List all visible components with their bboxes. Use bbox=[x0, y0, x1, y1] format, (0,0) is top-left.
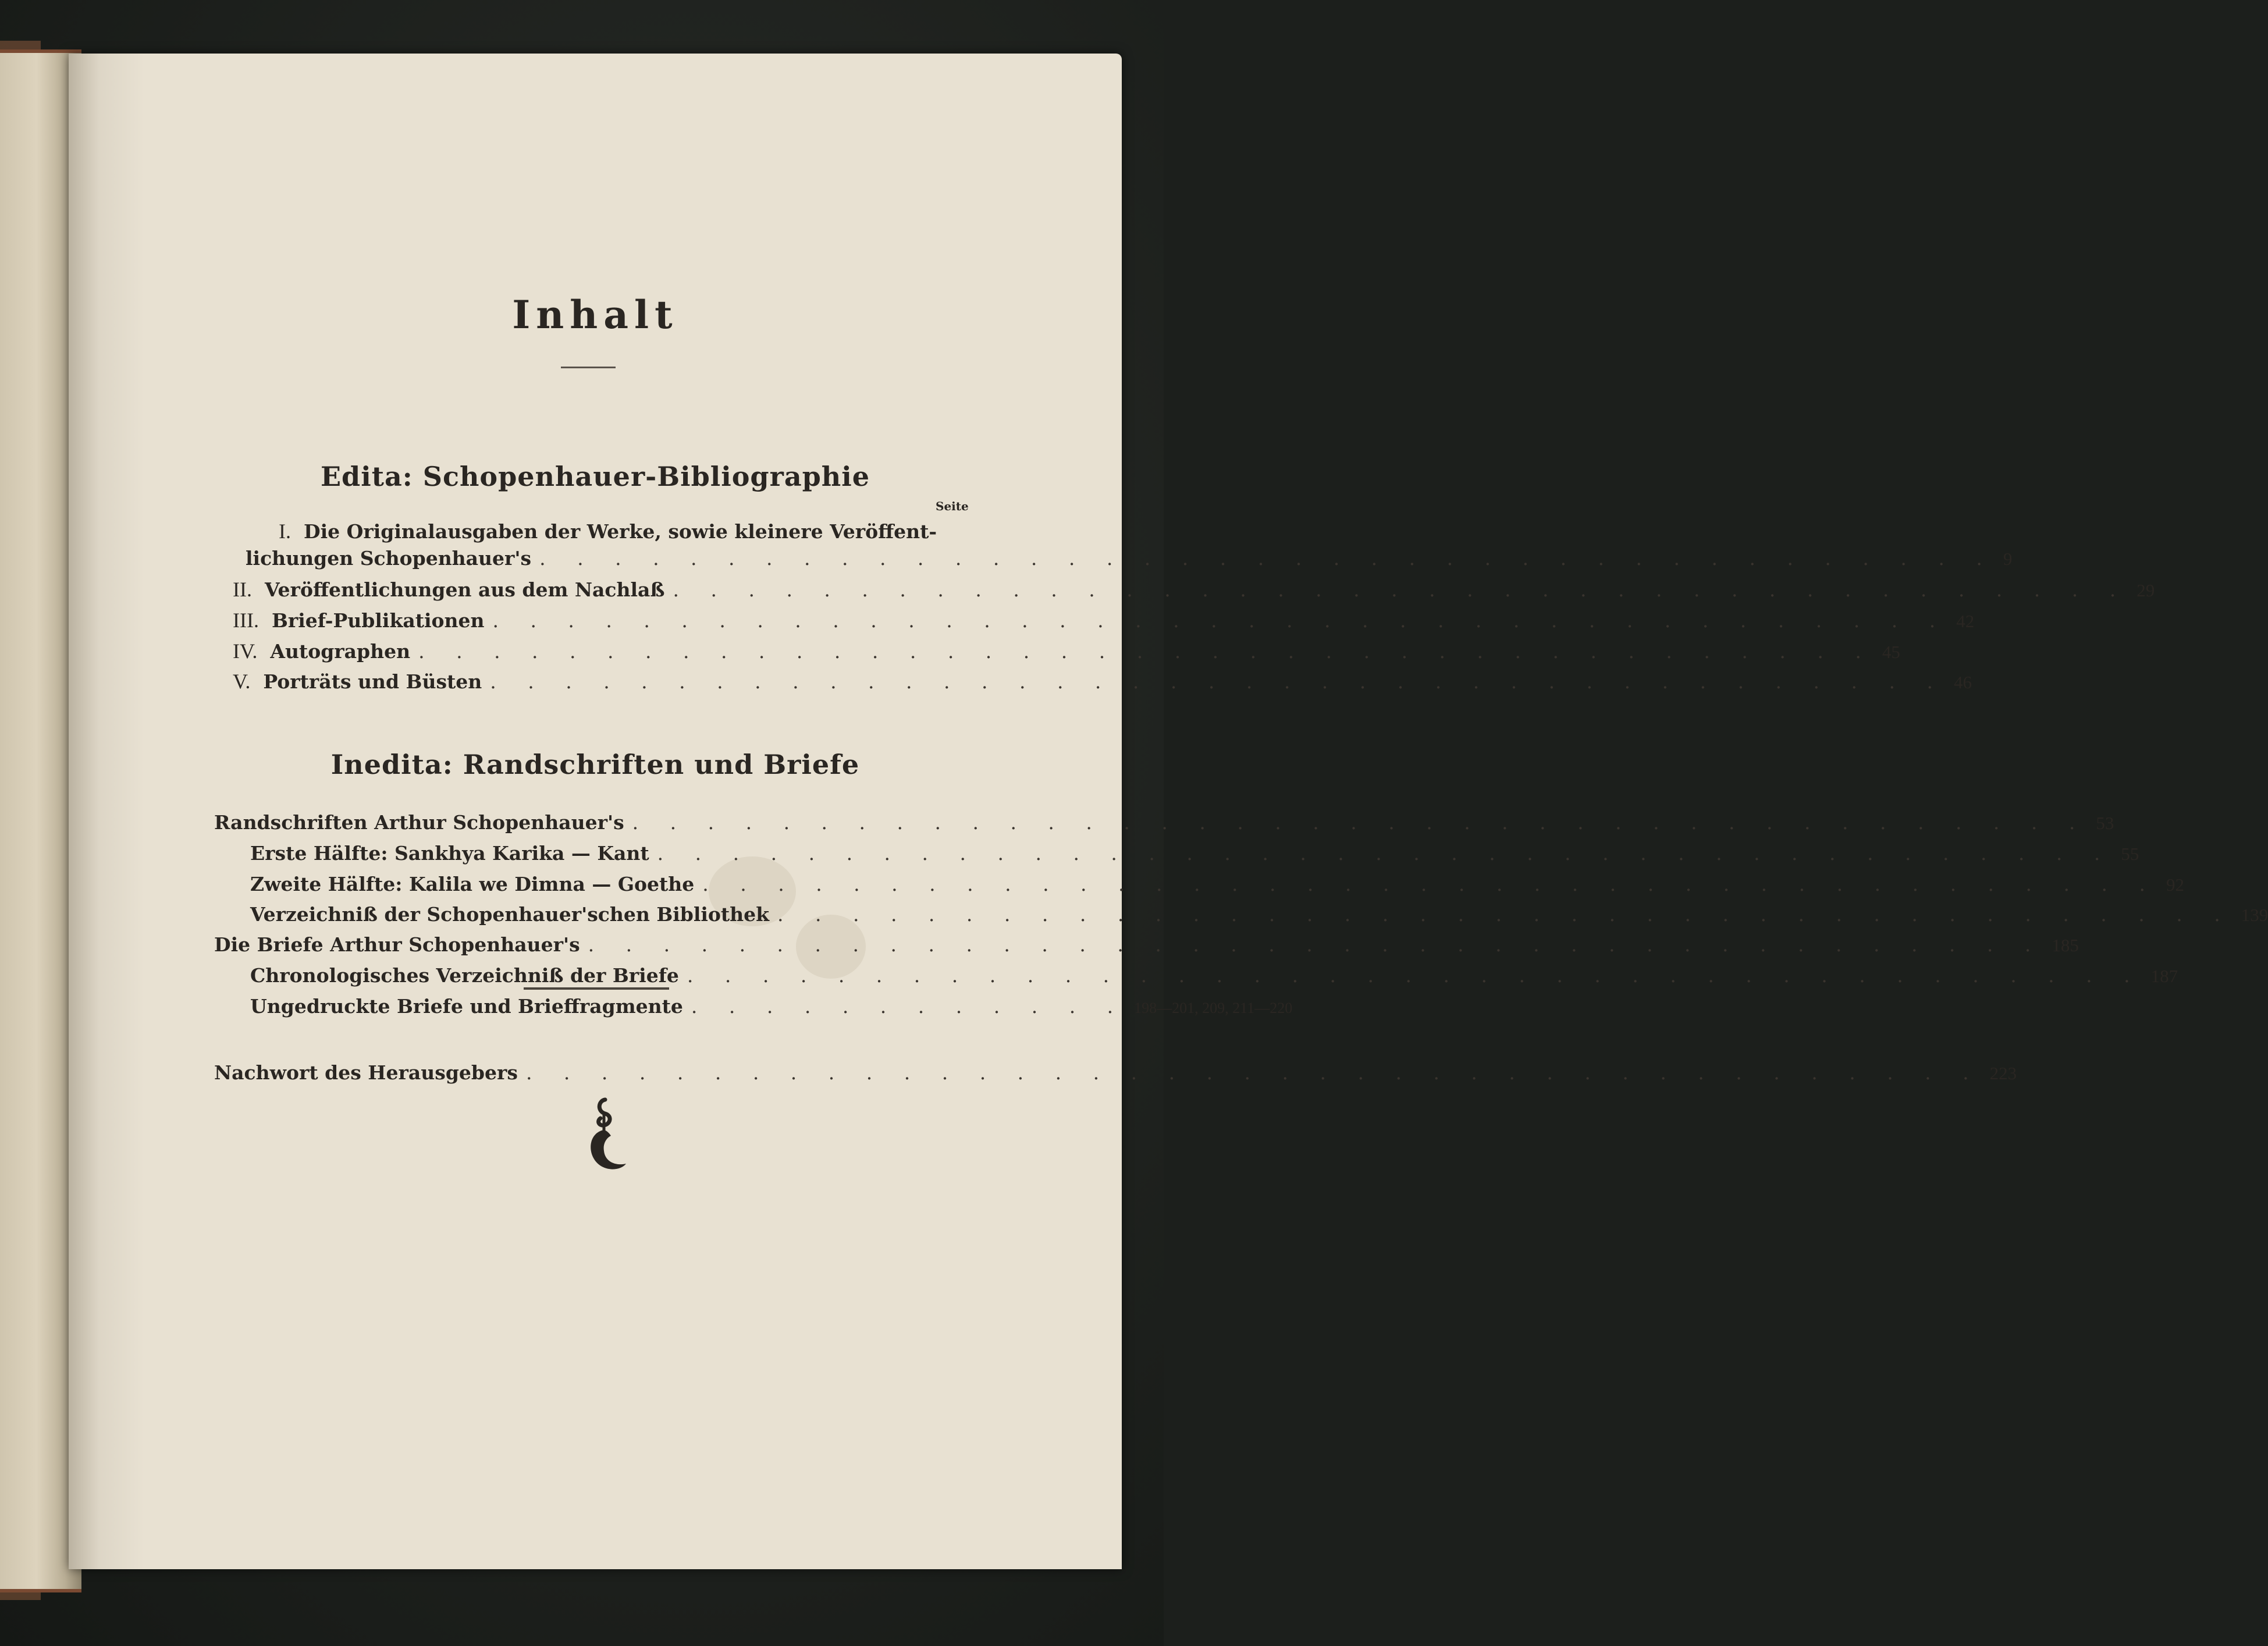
toc-entry-nachwort bbox=[214, 1061, 2017, 1084]
toc-entry-title: lichungen Schopenhauer's bbox=[246, 547, 532, 570]
page-number: 92 bbox=[2166, 874, 2184, 895]
page-number: 185 bbox=[2052, 935, 2079, 955]
ornamental-fleuron-icon bbox=[581, 1094, 627, 1175]
toc-entry-title: Die Originalausgaben der Werke, sowie kleinere Veröffent- bbox=[304, 520, 937, 543]
dot-leader: . . . . . . . . . . . . . . . . . . . . . . . . . . . . . . . . . . . . . . . bbox=[702, 873, 2158, 895]
toc-entry-title: Chronologisches Verzeichniß der Briefe bbox=[250, 964, 679, 987]
page-number: 187 bbox=[2150, 966, 2178, 986]
toc-entry-title: Autographen bbox=[270, 640, 411, 663]
roman-numeral: IV. bbox=[233, 639, 258, 663]
page-number: 9 bbox=[2003, 549, 2013, 569]
toc-entry-title: Veröffentlichungen aus dem Nachlaß bbox=[264, 578, 665, 601]
toc-entry-title: Die Briefe Arthur Schopenhauer's bbox=[214, 933, 580, 956]
dot-leader: . . . . . . . . . . . . . . . . . . . . . . . . . . . . . . . . . . . . . . . bbox=[777, 903, 2233, 926]
seite-label: Seite bbox=[936, 499, 969, 513]
toc-entry-title: Ungedruckte Briefe und Brieffragmente bbox=[250, 995, 683, 1018]
page-number: 42 bbox=[1956, 611, 1975, 631]
toc-entry-title: Verzeichniß der Schopenhauer'schen Bibliothek bbox=[250, 903, 770, 926]
page-number: 45 bbox=[1882, 642, 1900, 662]
dot-leader: . . . . . . . . . . . . . . . . . . . . . . . . . . . . . . . . . . . . . . . bbox=[673, 578, 2129, 601]
roman-numeral: I. bbox=[279, 520, 291, 543]
page-title: Inhalt bbox=[512, 292, 678, 337]
contents-page bbox=[69, 54, 2268, 1569]
dot-leader: . . . . . . . . . . . . . . . . . . . . . . . . . . . . . . . . . . . . . . . bbox=[657, 842, 2113, 865]
roman-numeral: V. bbox=[233, 670, 251, 693]
roman-numeral: III. bbox=[233, 609, 259, 632]
page-number: 198—201, 209, 211—220 bbox=[1134, 1000, 1293, 1016]
toc-entry-title: Erste Hälfte: Sankhya Karika — Kant bbox=[250, 842, 649, 865]
toc-entry-title: Brief-Publikationen bbox=[271, 609, 485, 632]
toc-entry-title: Nachwort des Herausgebers bbox=[214, 1061, 518, 1084]
dot-leader: . . . . . . . . . . . . . . . . . . . . . . . . . . . . . . . . . . . . . . . bbox=[418, 640, 1874, 663]
dot-leader: . . . . . . . . . . . . . . . . . . . . . . . . . . . . . . . . . . . . . . . bbox=[539, 547, 1995, 570]
toc-entry-title: Randschriften Arthur Schopenhauer's bbox=[214, 811, 624, 834]
inedita-heading: Inedita: Randschriften und Briefe bbox=[330, 749, 860, 780]
page-number: 53 bbox=[2096, 813, 2114, 833]
dot-leader: . . . . . . . . . . . . . . . . . . . . . . . . . . . . . . . . . . . . . . . bbox=[525, 1061, 1982, 1084]
dot-leader: . . . . . . . . . . . . bbox=[691, 995, 1126, 1018]
toc-entry-title: Zweite Hälfte: Kalila we Dimna — Goethe bbox=[250, 873, 695, 895]
dot-leader: . . . . . . . . . . . . . . . . . . . . . . . . . . . . . . . . . . . . . . . bbox=[588, 933, 2044, 956]
page-number: 46 bbox=[1953, 672, 1972, 692]
dot-leader: . . . . . . . . . . . . . . . . . . . . . . . . . . . . . . . . . . . . . . . bbox=[687, 964, 2143, 987]
page-number: 55 bbox=[2121, 844, 2139, 864]
dot-leader: . . . . . . . . . . . . . . . . . . . . . . . . . . . . . . . . . . . . . . . bbox=[492, 609, 1949, 632]
dot-leader: . . . . . . . . . . . . . . . . . . . . . . . . . . . . . . . . . . . . . . . bbox=[632, 811, 2088, 834]
dot-leader: . . . . . . . . . . . . . . . . . . . . . . . . . . . . . . . . . . . . . . . bbox=[490, 670, 1946, 693]
edita-heading: Edita: Schopenhauer-Bibliographie bbox=[321, 461, 870, 492]
page-number: 223 bbox=[1989, 1063, 2017, 1083]
toc-entry-title: Porträts und Büsten bbox=[263, 670, 482, 693]
roman-numeral: II. bbox=[233, 578, 252, 601]
page-number: 139 bbox=[2241, 905, 2268, 925]
page-number: 29 bbox=[2137, 580, 2155, 600]
